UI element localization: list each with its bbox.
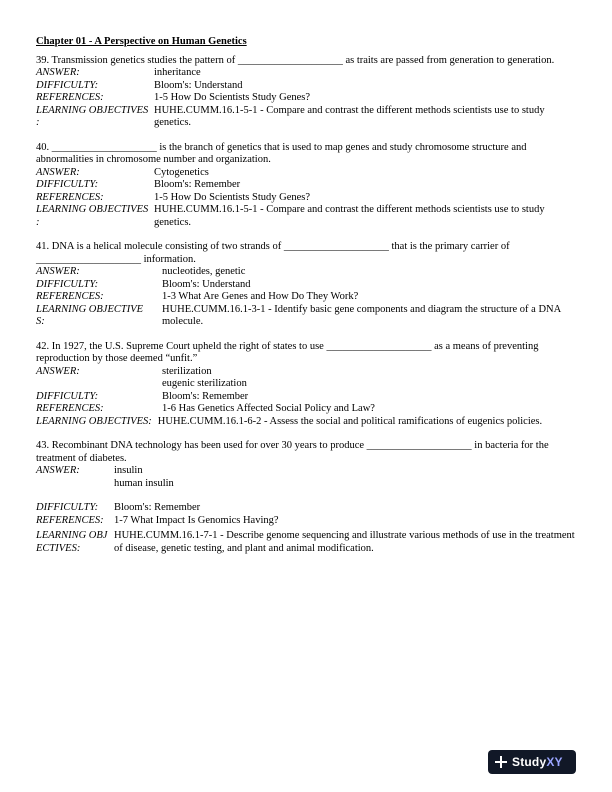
answer-row <box>36 366 576 391</box>
question-40 <box>36 142 576 230</box>
difficulty-value: Bloom's: Understand <box>154 79 243 91</box>
learning-objectives-row <box>36 105 576 130</box>
answer-row <box>36 465 576 490</box>
references-row <box>36 403 576 416</box>
difficulty-row <box>36 502 576 515</box>
difficulty-row <box>36 179 576 192</box>
references-value: 1-7 What Impact Is Genomics Having? <box>114 514 279 526</box>
references-value: 1-3 What Are Genes and How Do They Work? <box>162 291 359 302</box>
question-39 <box>36 55 576 130</box>
learning-objectives-row <box>36 416 576 429</box>
learning-objectives-value: HUHE.CUMM.16.1-7-1 - Describe genome sequencing and illustrate various methods of use in the treatment of disease, genetic testing, and plant and animal modification. <box>114 530 575 554</box>
document-page <box>36 36 576 567</box>
learning-objectives-value: HUHE.CUMM.16.1-6-2 - Assess the social and political ramifications of eugenics policies. <box>157 415 543 427</box>
learning-objectives-row <box>36 530 576 555</box>
learning-objectives-value: HUHE.CUMM.16.1-5-1 - Compare and contrast the different methods scientists use to study genetics. <box>154 204 545 228</box>
difficulty-label: DIFFICULTY: <box>36 502 99 513</box>
plus-icon <box>494 755 508 769</box>
question-text: 40. ____________________ is the branch of genetics that is used to map genes and study chromosome structure and abnormalities in chromosome number and organization. <box>36 141 527 165</box>
references-row <box>36 291 576 304</box>
answer-row <box>36 266 576 279</box>
learning-objectives-label: LEARNING OBJECTIVES : <box>36 204 149 228</box>
learning-objectives-label: LEARNING OBJECTIVE S: <box>36 303 144 327</box>
question-41 <box>36 241 576 329</box>
references-row <box>36 92 576 105</box>
learning-objectives-label: LEARNING OBJECTIVES: <box>36 415 152 427</box>
question-text: 41. DNA is a helical molecule consisting of two strands of ____________________ that is the primary carrier of ____________________ information. <box>36 241 510 265</box>
difficulty-value: Bloom's: Remember <box>162 390 249 402</box>
difficulty-value: Bloom's: Remember <box>114 502 201 513</box>
studyxy-logo <box>488 750 576 774</box>
learning-objectives-value: HUHE.CUMM.16.1-5-1 - Compare and contrast the different methods scientists use to study genetics. <box>154 104 545 128</box>
answer-row <box>36 67 576 80</box>
learning-objectives-value: HUHE.CUMM.16.1-3-1 - Identify basic gene components and diagram the structure of a DNA molecule. <box>162 303 561 327</box>
difficulty-value: Bloom's: Understand <box>162 278 251 290</box>
references-label: REFERENCES: <box>36 92 104 103</box>
references-row <box>36 192 576 205</box>
question-text: 42. In 1927, the U.S. Supreme Court upheld the right of states to use ____________________ as a means of preventing reproduction by those deemed “unfit.” <box>36 340 539 364</box>
question-text: 43. Recombinant DNA technology has been used for over 30 years to produce ____________________ in bacteria for the treatment of diabetes. <box>36 440 549 464</box>
learning-objectives-row <box>36 304 576 329</box>
question-43 <box>36 440 576 555</box>
answer-label: ANSWER: <box>36 465 80 476</box>
answer-value: nucleotides, genetic <box>162 266 246 277</box>
answer-value: inheritance <box>154 67 201 78</box>
answer-row <box>36 167 576 180</box>
question-text: 39. Transmission genetics studies the pattern of ____________________ as traits are passed from generation to generation. <box>36 54 555 66</box>
answer-label: ANSWER: <box>36 166 80 178</box>
difficulty-row <box>36 279 576 292</box>
logo-text: StudyXY <box>512 754 563 769</box>
references-label: REFERENCES: <box>36 291 104 302</box>
references-label: REFERENCES: <box>36 514 104 526</box>
learning-objectives-label: LEARNING OBJ ECTIVES: <box>36 530 108 554</box>
references-label: REFERENCES: <box>36 403 104 414</box>
learning-objectives-row <box>36 204 576 229</box>
difficulty-row <box>36 391 576 404</box>
references-value: 1-5 How Do Scientists Study Genes? <box>154 92 311 103</box>
references-label: REFERENCES: <box>36 191 104 203</box>
difficulty-label: DIFFICULTY: <box>36 390 99 402</box>
answer-label: ANSWER: <box>36 67 80 78</box>
answer-value: sterilization eugenic sterilization <box>162 365 247 389</box>
difficulty-label: DIFFICULTY: <box>36 278 99 290</box>
difficulty-value: Bloom's: Remember <box>154 179 241 190</box>
difficulty-row <box>36 80 576 93</box>
question-42 <box>36 341 576 429</box>
references-value: 1-6 Has Genetics Affected Social Policy and Law? <box>162 403 375 414</box>
answer-value: insulin human insulin <box>114 465 174 489</box>
answer-value: Cytogenetics <box>154 166 209 178</box>
answer-label: ANSWER: <box>36 266 80 277</box>
learning-objectives-label: LEARNING OBJECTIVES : <box>36 104 149 128</box>
references-value: 1-5 How Do Scientists Study Genes? <box>154 191 311 203</box>
references-row <box>36 515 576 528</box>
chapter-title: Chapter 01 - A Perspective on Human Genetics <box>36 36 247 47</box>
difficulty-label: DIFFICULTY: <box>36 179 99 190</box>
answer-label: ANSWER: <box>36 365 80 377</box>
difficulty-label: DIFFICULTY: <box>36 79 99 91</box>
